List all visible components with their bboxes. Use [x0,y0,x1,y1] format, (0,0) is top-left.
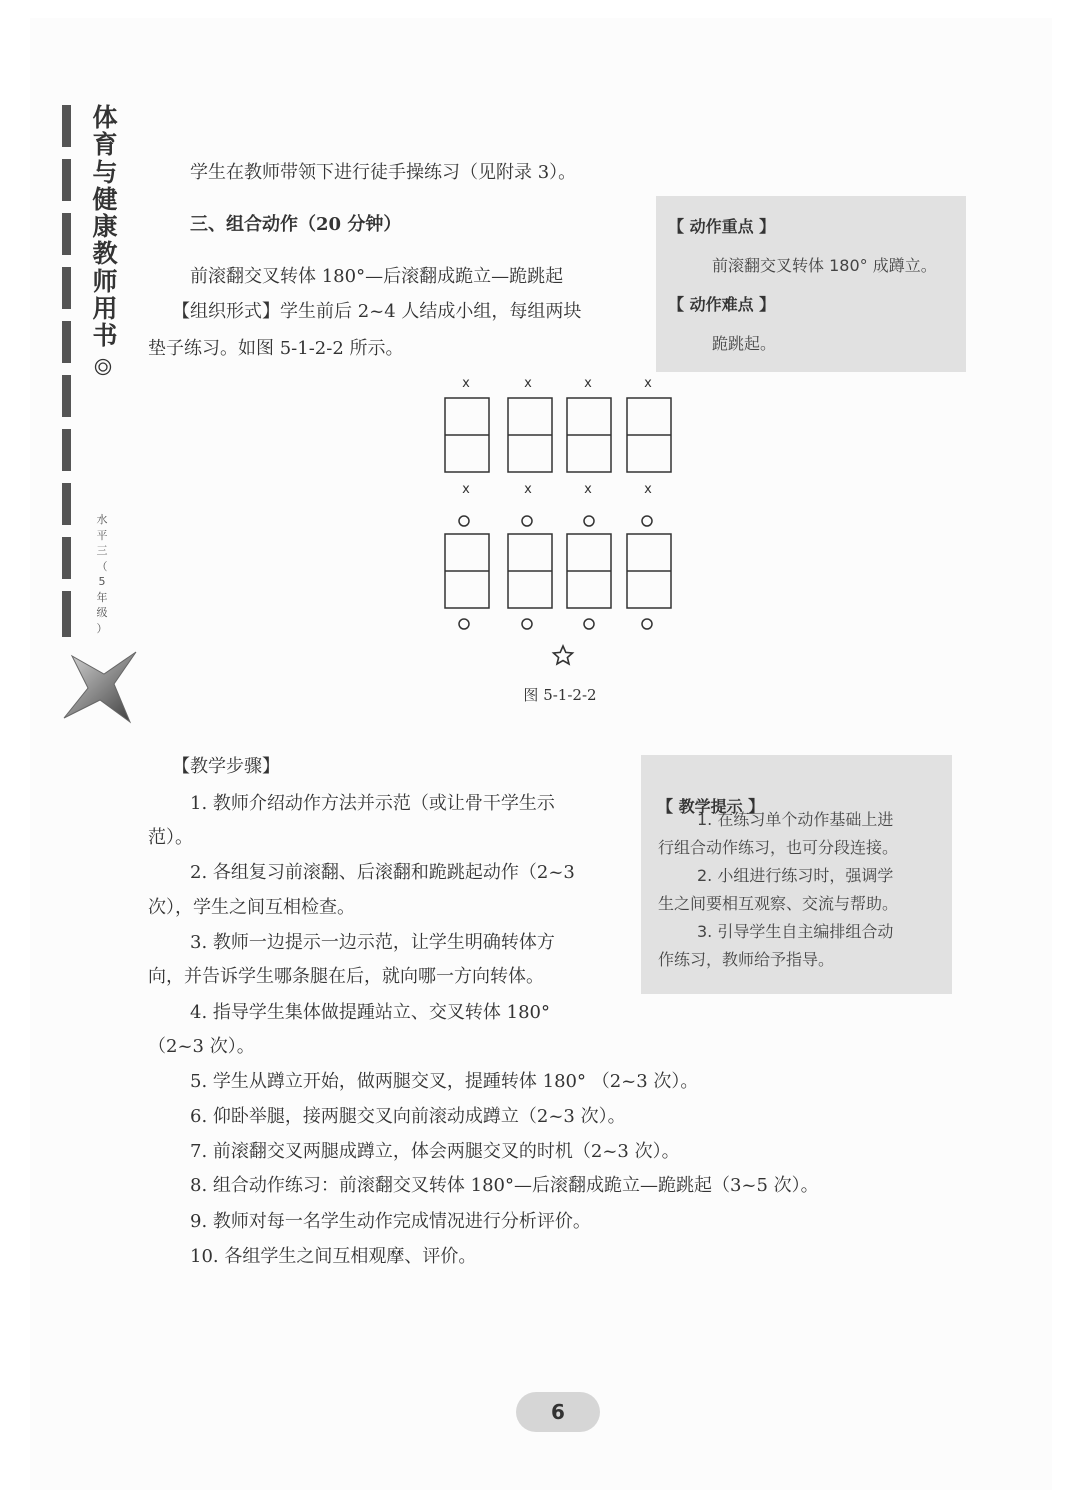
step-line: 5. 学生从蹲立开始，做两腿交叉，提踵转体 180° （2~3 次）。 [190,1071,699,1092]
margin-bar [62,429,71,471]
margin-bar [62,537,71,579]
book-title-char: 与 [92,157,118,187]
student-circle [459,619,469,629]
teaching-tips-box [641,755,952,994]
organization-form-line: 【组织形式】学生前后 2~4 人结成小组，每组两块 [172,301,582,322]
student-circle [642,516,652,526]
margin-bar [62,321,71,363]
tips-title: 【 教学提示 】 [657,797,765,816]
student-circle [584,516,594,526]
book-title-char: 用 [92,294,118,324]
double-circle-icon [94,358,112,376]
intro-paragraph: 学生在教师带领下进行徒手操练习（见附录 3）。 [190,162,577,183]
student-x-mark: x [644,482,652,497]
book-title-char: 体 [92,103,118,132]
step-line: 2. 各组复习前滚翻、后滚翻和跪跳起动作（2~3 [190,862,575,883]
student-x-mark: x [524,376,532,391]
step-line: 7. 前滚翻交叉两腿成蹲立，体会两腿交叉的时机（2~3 次）。 [190,1141,680,1162]
book-title-char: 书 [92,321,118,351]
grade-level-vertical [92,512,112,636]
step-line: 4. 指导学生集体做提踵站立、交叉转体 180° [190,1002,550,1023]
figure-caption: 图 5-1-2-2 [523,686,597,704]
section-heading: 三、组合动作（20 分钟） [190,214,402,235]
tip-line: 1. 在练习单个动作基础上进 [697,810,894,829]
grade-level-char: 年 [96,590,108,604]
step-line: 向，并告诉学生哪条腿在后，就向哪一方向转体。 [148,966,544,987]
key-point-text: 前滚翻交叉转体 180° 成蹲立。 [712,256,937,275]
book-title-char: 教 [92,239,118,269]
margin-bar [62,375,71,417]
margin-bar [62,213,71,255]
margin-bar [62,483,71,525]
step-line: 范）。 [148,827,193,848]
tip-line: 2. 小组进行练习时，强调学 [697,866,894,885]
grade-level-char: 水 [96,513,108,526]
student-circle [459,516,469,526]
step-line: 3. 教师一边提示一边示范，让学生明确转体方 [190,932,555,953]
tip-line: 行组合动作练习，也可分段连接。 [658,838,899,857]
book-title-char: 康 [92,212,118,242]
grade-level-char: 三 [96,544,108,557]
student-x-mark: x [524,482,532,497]
student-circle [522,619,532,629]
step-line: 1. 教师介绍动作方法并示范（或让骨干学生示 [190,793,555,814]
student-circle [522,516,532,526]
step-line: （2~3 次）。 [148,1036,255,1057]
book-title-char: 育 [92,130,118,160]
step-line: 10. 各组学生之间互相观摩、评价。 [190,1246,477,1267]
organization-form-line: 垫子练习。如图 5-1-2-2 所示。 [148,338,404,359]
star-icon [60,650,138,724]
step-line: 8. 组合动作练习：前滚翻交叉转体 180°—后滚翻成跪立—跪跳起（3~5 次）。 [190,1175,819,1196]
grade-level-char: （ [96,559,108,573]
formation-diagram [430,370,690,670]
step-line: 次），学生之间互相检查。 [148,897,355,918]
student-x-mark: x [584,482,592,497]
student-x-mark: x [644,376,652,391]
action-sequence-title: 前滚翻交叉转体 180°—后滚翻成跪立—跪跳起 [190,266,564,287]
difficulty-title: 【 动作难点 】 [668,295,776,314]
step-line: 6. 仰卧举腿，接两腿交叉向前滚动成蹲立（2~3 次）。 [190,1106,626,1127]
grade-level-char: 级 [96,606,108,619]
book-title-vertical [88,104,122,350]
steps-heading: 【教学步骤】 [172,756,280,777]
book-title-char: 健 [92,184,118,214]
student-x-mark: x [462,482,470,497]
teacher-star-icon [554,646,573,664]
difficulty-text: 跪跳起。 [712,334,777,353]
key-points-box [656,196,966,372]
tip-line: 生之间要相互观察、交流与帮助。 [658,894,899,913]
margin-bar [62,591,71,637]
page-number: 6 [516,1392,600,1432]
grade-level-char: ） [96,621,108,635]
book-title-char: 师 [92,266,118,296]
grade-level-char: 平 [96,528,108,542]
key-point-title: 【 动作重点 】 [668,217,776,236]
grade-level-char: 5 [98,575,106,588]
student-x-mark: x [584,376,592,391]
tip-line: 作练习，教师给予指导。 [658,950,835,969]
student-circle [584,619,594,629]
student-circle [642,619,652,629]
margin-bar [62,105,71,147]
margin-bar [62,267,71,309]
student-x-mark: x [462,376,470,391]
margin-bar [62,159,71,201]
tip-line: 3. 引导学生自主编排组合动 [697,922,894,941]
step-line: 9. 教师对每一名学生动作完成情况进行分析评价。 [190,1211,591,1232]
